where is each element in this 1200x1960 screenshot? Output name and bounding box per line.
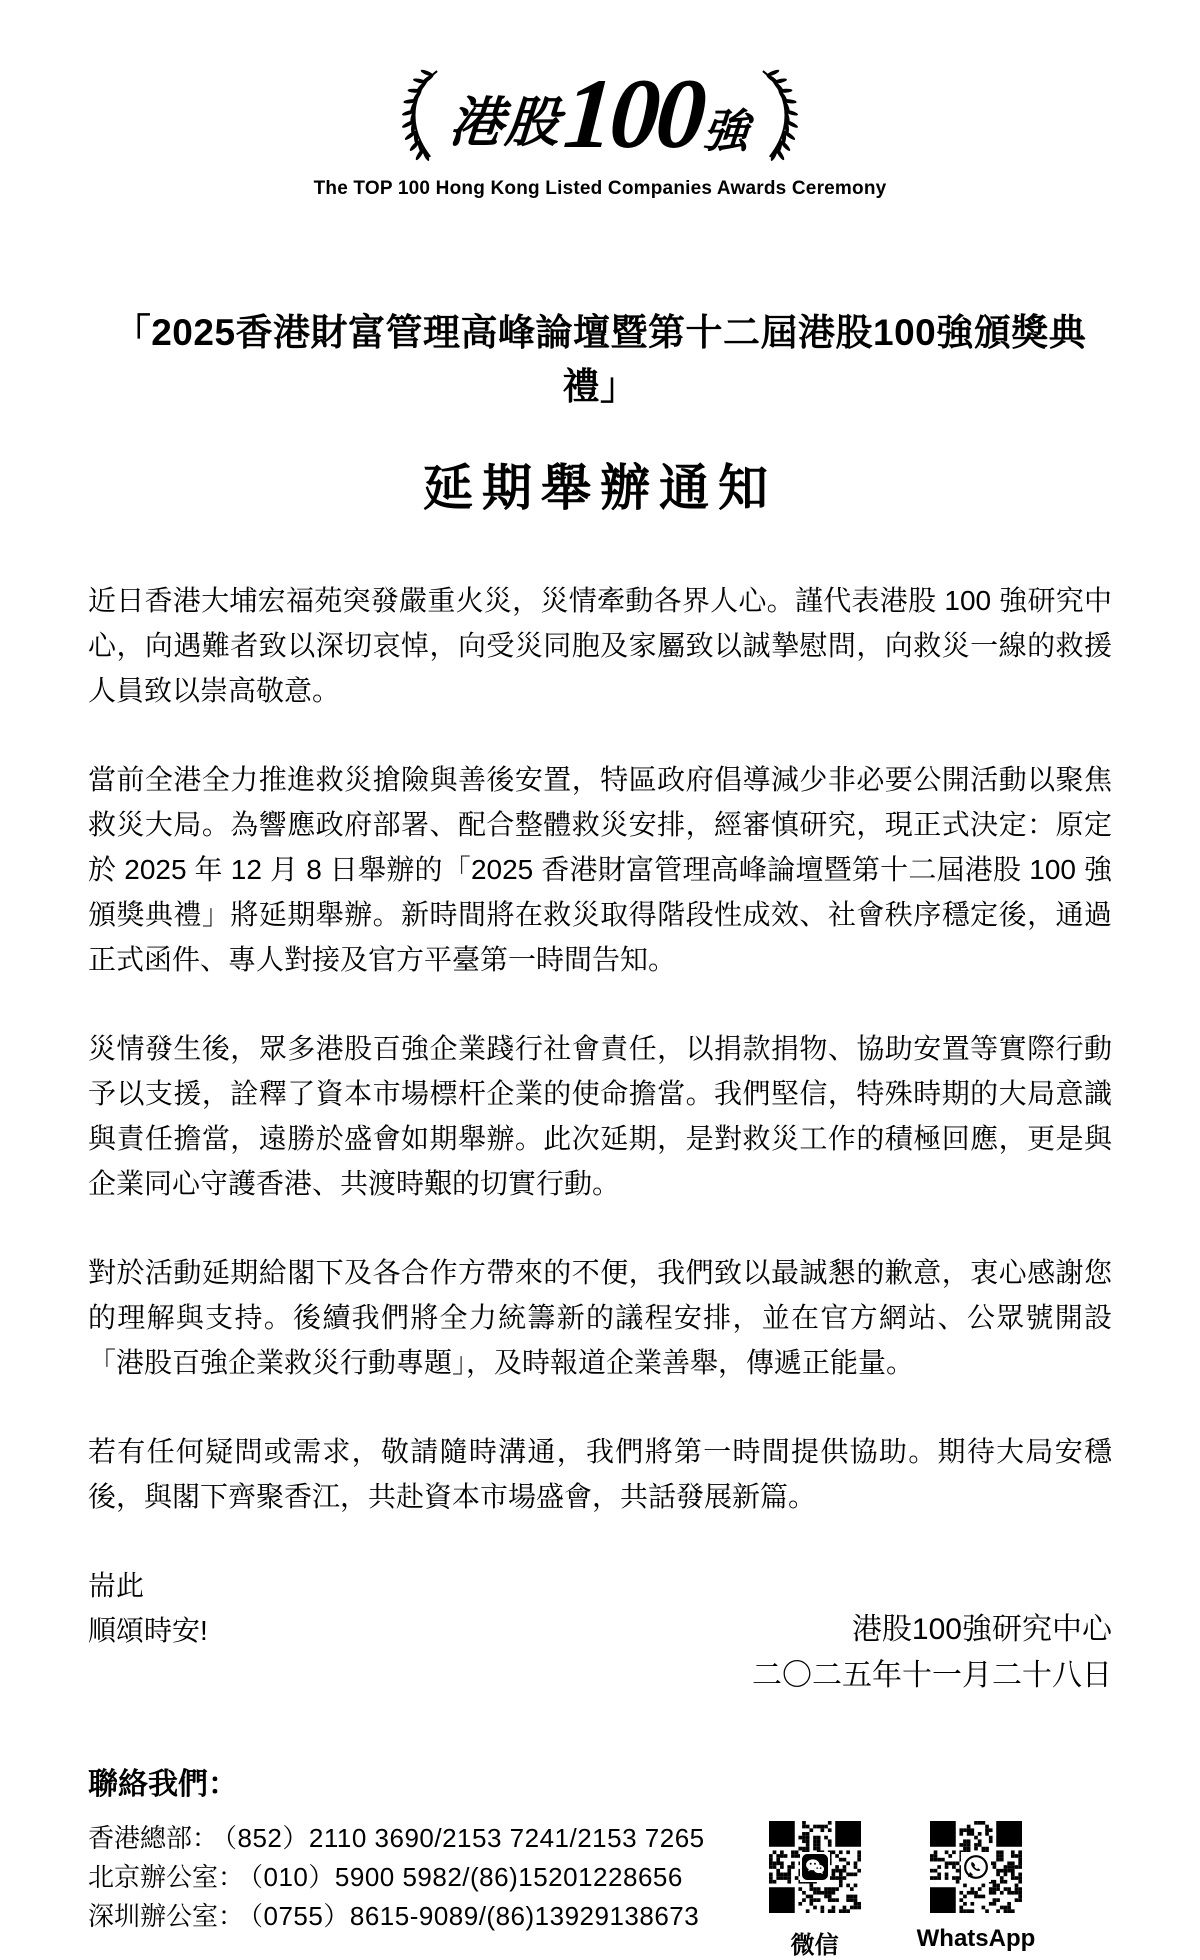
brand-logo	[88, 58, 1112, 169]
brand-number: 100	[560, 58, 706, 169]
contact-label: 香港總部：	[88, 1823, 219, 1853]
brand-prefix: 港股	[447, 93, 564, 153]
contact-label: 北京辦公室：	[88, 1862, 245, 1892]
contact-line-hk	[88, 1819, 705, 1858]
signature-block	[88, 1607, 1112, 1699]
closing-line-1: 耑此	[88, 1570, 145, 1601]
laurel-left-icon	[392, 65, 444, 163]
paragraph: 當前全港全力推進救災搶險與善後安置，特區政府倡導減少非必要公開活動以聚焦救災大局。為響應政府部署、配合整體救災安排，經審慎研究，現正式決定：原定於 2025 年 12 月 8 日舉辦的「2025 香港財富管理高峰論壇暨第十二屆港股 100 強頒獎典禮」將延期舉辦。新時間將在救災取得階段性成效、社會秩序穩定後，通過正式函件、專人對接及官方平臺第一時間告知。	[88, 764, 1112, 975]
wechat-icon	[800, 1852, 830, 1882]
wechat-qr-unit	[769, 1821, 861, 1960]
whatsapp-icon	[961, 1852, 991, 1882]
signature-name: 港股100強研究中心	[851, 1613, 1112, 1646]
notice-body	[88, 578, 1112, 1519]
whatsapp-qr-label: WhatsApp	[916, 1925, 1036, 1952]
brand-tagline: The TOP 100 Hong Kong Listed Companies Awards Ceremony	[313, 178, 887, 199]
contact-line-sz	[88, 1897, 705, 1936]
whatsapp-qr-unit	[917, 1821, 1036, 1960]
laurel-right-icon	[756, 65, 808, 163]
contact-section	[88, 1759, 1112, 1960]
paragraph: 對於活動延期給閣下及各合作方帶來的不便，我們致以最誠懇的歉意，衷心感謝您的理解與支持。後續我們將全力統籌新的議程安排，並在官方網站、公眾號開設「港股百強企業救災行動專題」，及時報道企業善舉，傳遞正能量。	[88, 1257, 1112, 1378]
brand-suffix: 強	[700, 105, 751, 157]
paragraph: 災情發生後，眾多港股百強企業踐行社會責任，以捐款捐物、協助安置等實際行動予以支援，詮釋了資本市場標杆企業的使命擔當。我們堅信，特殊時期的大局意識與責任擔當，遠勝於盛會如期舉辦。此次延期，是對救災工作的積極回應，更是與企業同心守護香港、共渡時艱的切實行動。	[88, 1033, 1112, 1199]
whatsapp-qr-code	[930, 1821, 1022, 1913]
contact-value: （0755）8615-9089/(86)13929138673	[250, 1901, 700, 1931]
contact-lines	[88, 1819, 705, 1936]
contact-label: 深圳辦公室：	[88, 1901, 245, 1931]
paragraph: 近日香港大埔宏福苑突發嚴重火災，災情牽動各界人心。謹代表港股 100 強研究中心，向遇難者致以深切哀悼，向受災同胞及家屬致以誠摯慰問，向救災一線的救援人員致以崇高敬意。	[88, 585, 1112, 706]
wechat-qr-label: 微信	[790, 1932, 839, 1959]
paragraph: 若有任何疑問或需求，敬請隨時溝通，我們將第一時間提供協助。期待大局安穩後，與閣下齊聚香江，共赴資本市場盛會，共話發展新篇。	[88, 1436, 1112, 1512]
notice-subtitle: 延期舉辦通知	[423, 460, 777, 516]
notice-title: 「2025香港財富管理高峰論壇暨第十二屆港股100強頒獎典禮」	[113, 312, 1087, 407]
signature-date: 二〇二五年十一月二十八日	[752, 1659, 1112, 1692]
closing-line-2: 順頌時安!	[88, 1615, 208, 1646]
contact-heading: 聯絡我們：	[88, 1768, 238, 1801]
contact-value: （010）5900 5982/(86)15201228656	[250, 1862, 683, 1892]
brand-wordmark	[447, 58, 754, 169]
qr-area	[769, 1821, 1036, 1960]
contact-value: （852）2110 3690/2153 7241/2153 7265	[224, 1823, 705, 1853]
contact-line-bj	[88, 1858, 705, 1897]
wechat-qr-code	[769, 1821, 861, 1913]
